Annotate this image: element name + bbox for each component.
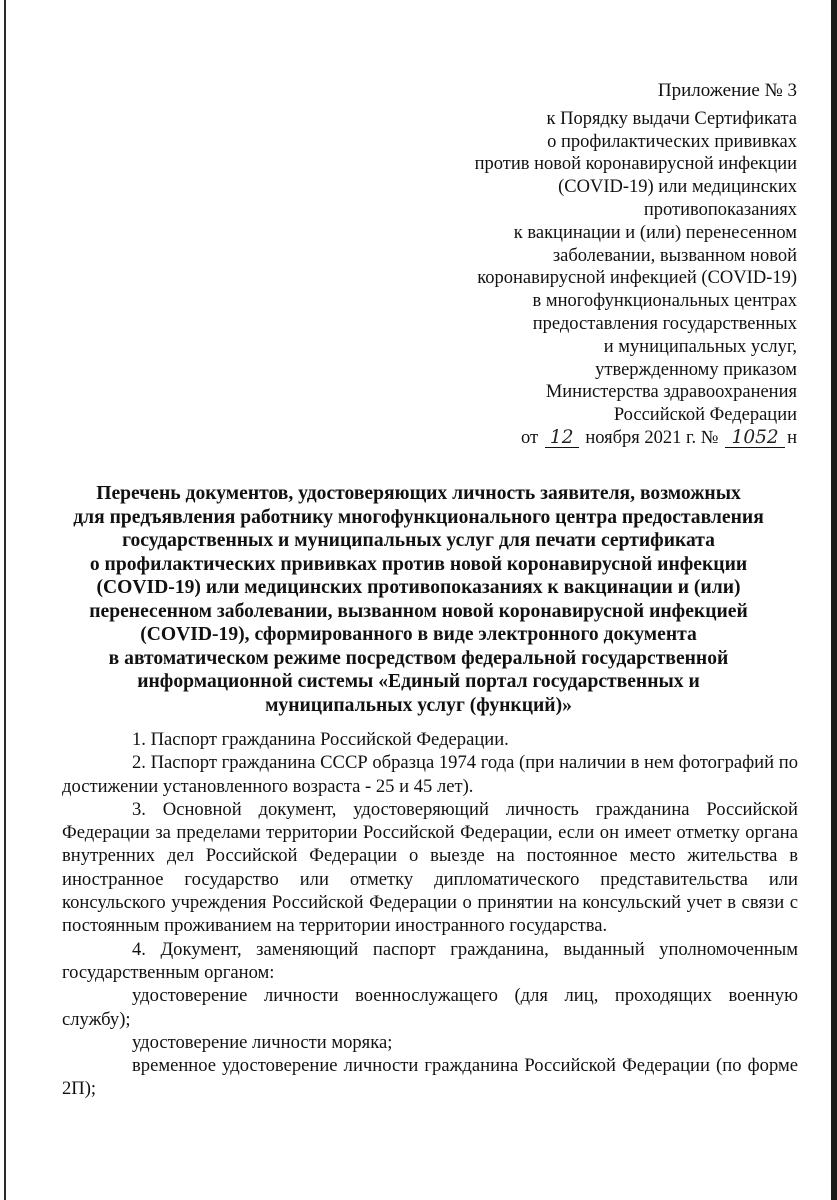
scan-right-edge: [831, 0, 837, 1200]
sub-item-military-id: удостоверение личности военнослужащего (для лиц, проходящих военную службу);: [62, 985, 798, 1030]
appendix-line: и муниципальных услуг,: [603, 336, 797, 357]
appendix-line: предоставления государственных: [532, 313, 797, 334]
appendix-line: (COVID-19) или медицинских: [558, 177, 797, 198]
title-line: о профилактических прививках против новой коронавирусной инфекции: [89, 553, 748, 575]
title-line: для предъявления работнику многофункционального центра предоставления: [73, 506, 764, 528]
list-item-foreign-passport: 3. Основной документ, удостоверяющий личность гражданина Российской Федерации за пределами территории Российской Федерации, если он имеет отметку органа внутренних дел Российской Федерации о выезде на постоянное место жительства в иностранное государство или отметку дипломатического представительства или консульского учреждения Российской Федерации о принятии на консульский учет в связи с постоянным проживанием на территории иностранного государства.: [62, 798, 798, 937]
appendix-line: противопоказаниях: [643, 199, 797, 220]
appendix-line: к вакцинации и (или) перенесенном: [513, 222, 797, 243]
title-line: муниципальных услуг (функций)»: [265, 694, 572, 716]
order-date-line: [367, 427, 797, 450]
document-title: [60, 482, 777, 717]
list-item-passport-rf: 1. Паспорт гражданина Российской Федерации.: [132, 729, 509, 750]
appendix-line: о профилактических прививках: [547, 131, 797, 152]
appendix-line: заболевании, вызванном новой: [552, 245, 797, 266]
scan-left-edge: [4, 0, 6, 1200]
appendix-header: [367, 80, 797, 450]
appendix-line: в многофункциональных центрах: [532, 291, 797, 312]
list-item-replacement-document: 4. Документ, заменяющий паспорт гражданина, выданный уполномоченным государственным органом:: [62, 938, 798, 983]
appendix-number: Приложение № 3: [657, 80, 797, 101]
appendix-line: к Порядку выдачи Сертификата: [546, 108, 797, 129]
title-line: перенесенном заболевании, вызванном новой коронавирусной инфекцией: [89, 600, 748, 622]
title-line: информационной системы «Единый портал государственных и: [137, 671, 700, 692]
list-item-passport-ussr: 2. Паспорт гражданина СССР образца 1974 года (при наличии в нем фотографий по достижении установленного возраста - 25 и 45 лет).: [62, 752, 798, 797]
date-prefix: от: [520, 427, 539, 448]
title-line: Перечень документов, удостоверяющих личность заявителя, возможных: [96, 483, 741, 504]
title-line: (COVID-19) или медицинских противопоказаниях к вакцинации и (или): [96, 577, 741, 598]
sub-item-seaman-id: удостоверение личности моряка;: [132, 1031, 393, 1053]
appendix-line: Министерства здравоохранения: [545, 382, 797, 403]
appendix-line: утвержденному приказом: [595, 359, 797, 380]
document-body: [62, 728, 798, 1101]
title-line: (COVID-19), сформированного в виде электронного документа: [140, 624, 697, 645]
title-line: государственных и муниципальных услуг для печати сертификата: [122, 530, 715, 551]
title-line: в автоматическом режиме посредством федеральной государственной: [108, 647, 729, 669]
appendix-line: против новой коронавирусной инфекции: [474, 154, 797, 175]
sub-item-temporary-id: временное удостоверение личности гражданина Российской Федерации (по форме 2П);: [62, 1055, 798, 1100]
appendix-line: Российской Федерации: [613, 405, 797, 426]
order-suffix: н: [787, 427, 797, 448]
handwritten-order-number: 1052: [725, 429, 785, 448]
handwritten-day: 12: [545, 429, 579, 448]
appendix-line: коронавирусной инфекцией (COVID-19): [477, 268, 797, 289]
date-middle: ноября 2021 г. №: [585, 427, 719, 448]
